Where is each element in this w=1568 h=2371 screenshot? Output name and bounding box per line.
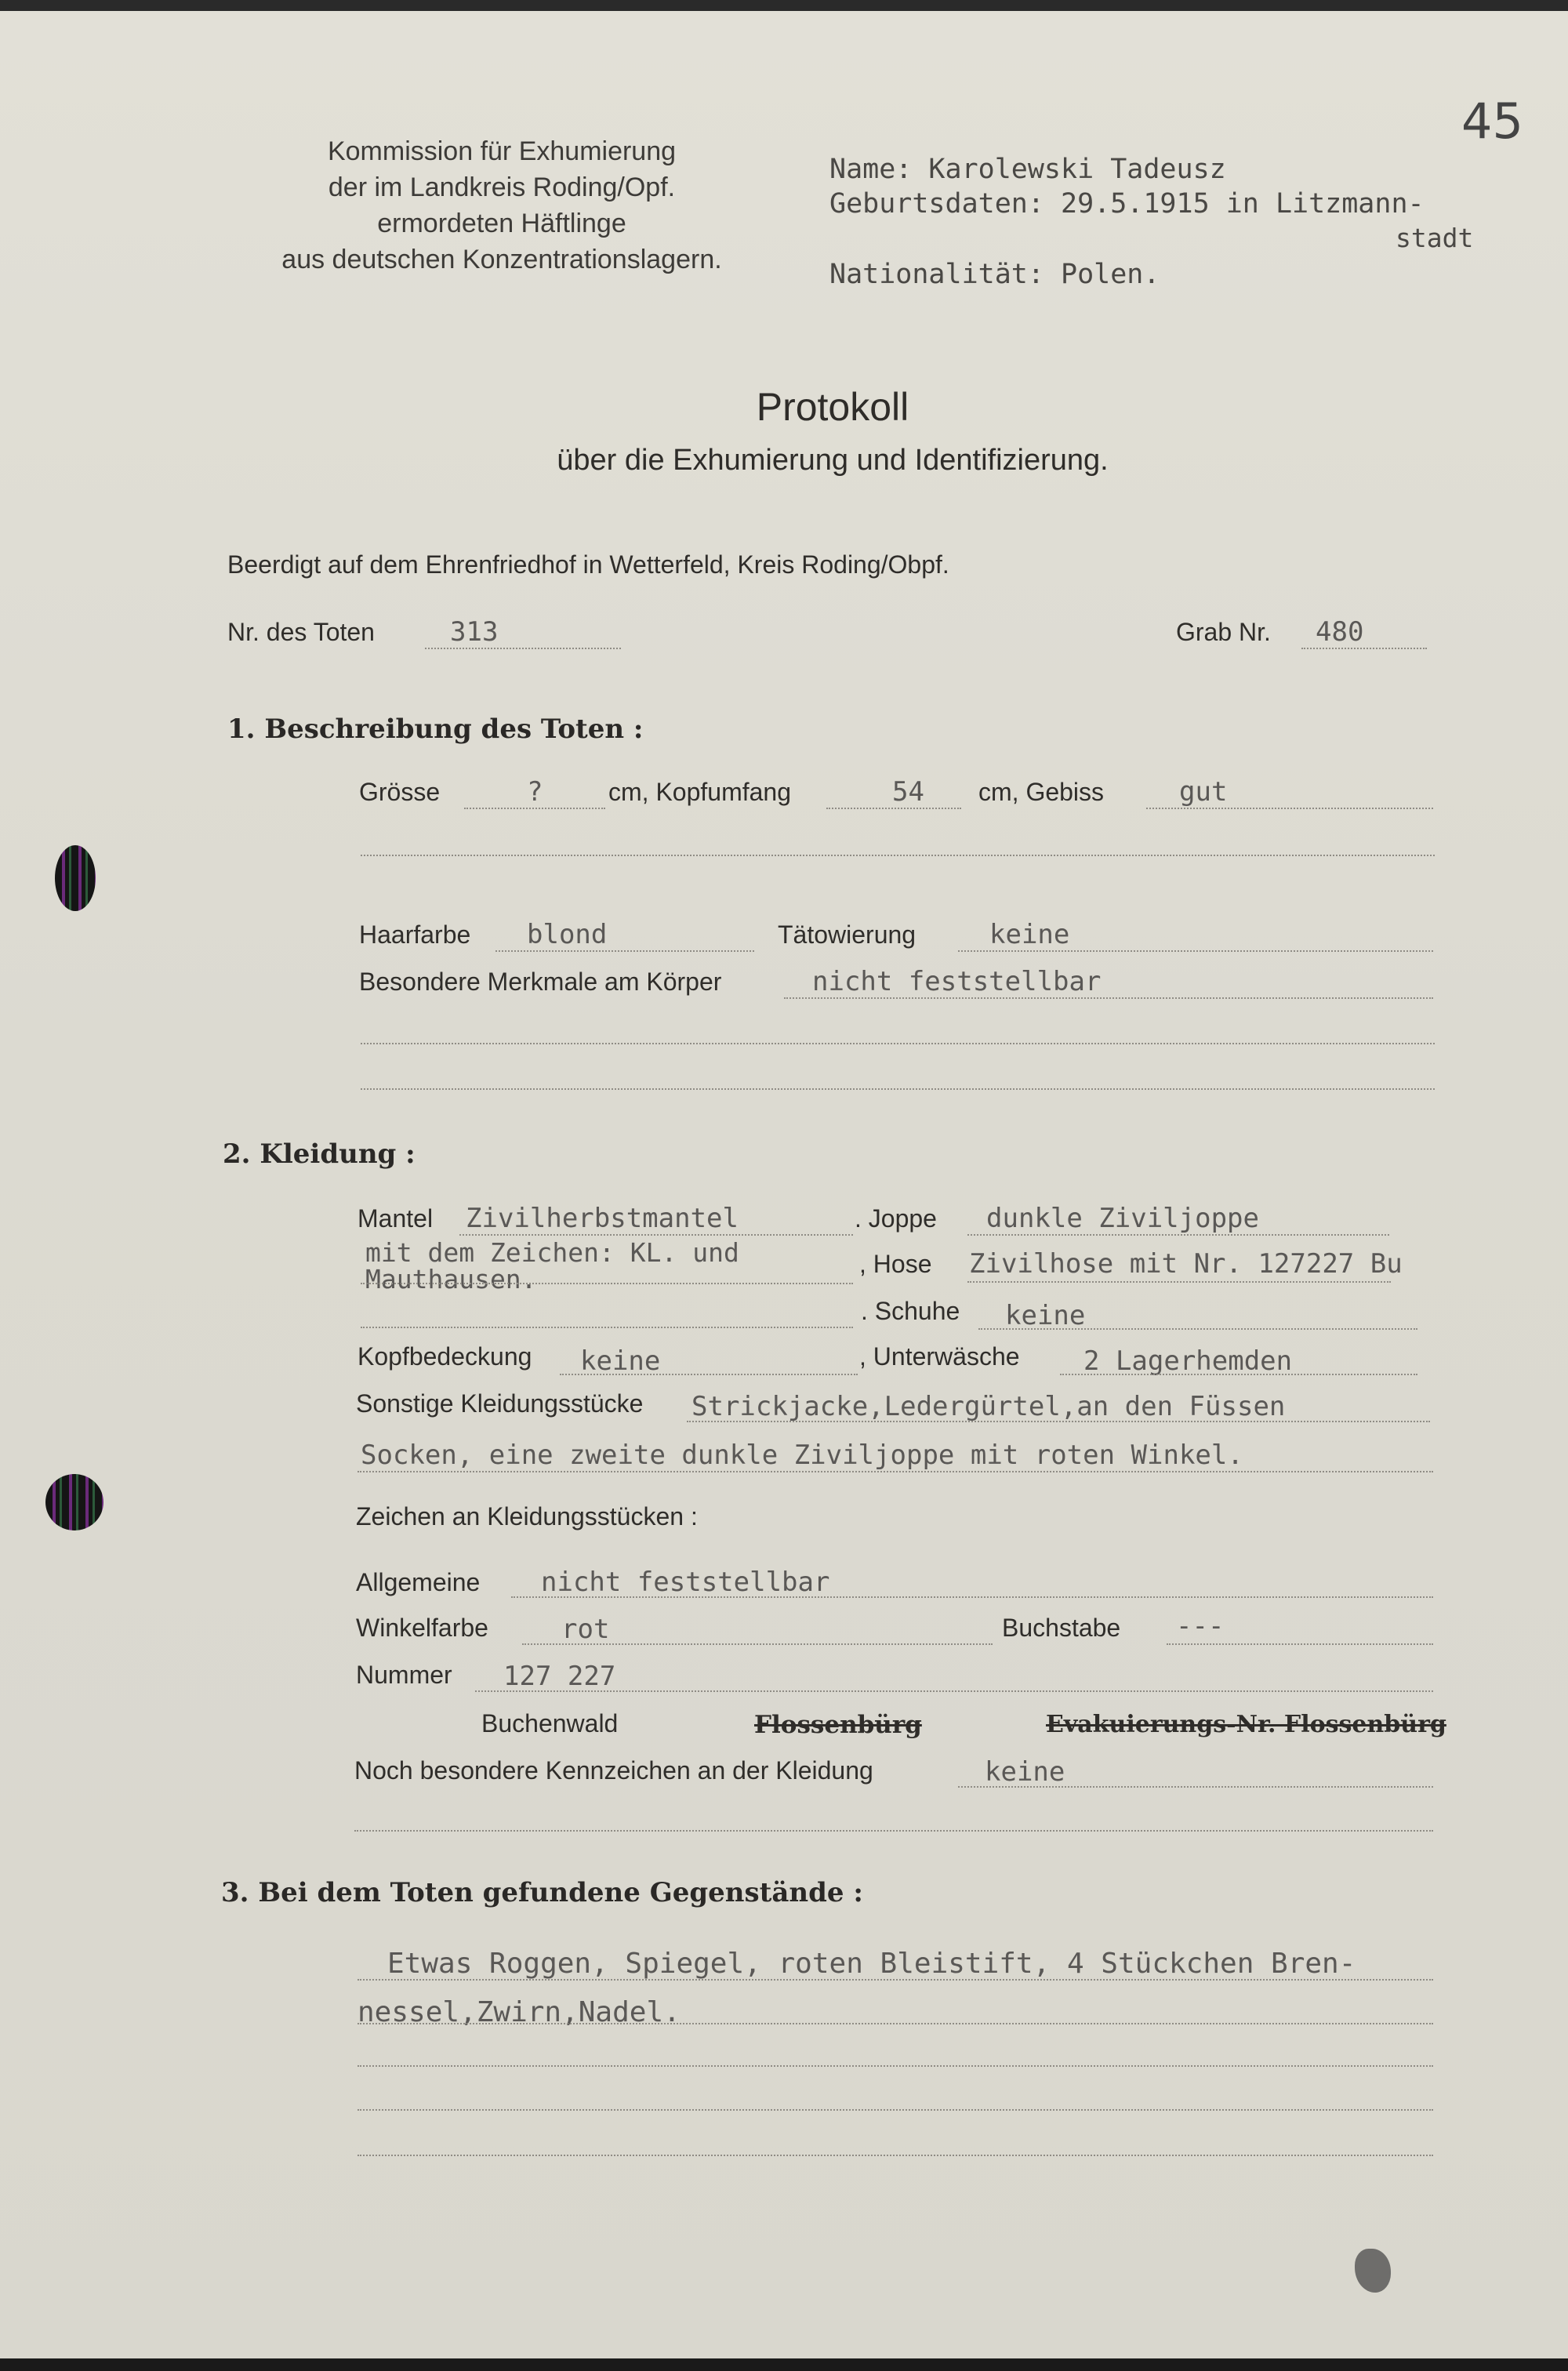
kopfbedeckung-value: keine bbox=[580, 1345, 661, 1377]
schuhe-label: . Schuhe bbox=[861, 1297, 960, 1325]
fill-line bbox=[358, 1471, 1433, 1472]
fill-line bbox=[826, 808, 961, 809]
fill-line bbox=[1146, 808, 1433, 809]
groesse-label: Grösse bbox=[359, 778, 441, 806]
fill-line bbox=[687, 1421, 1430, 1422]
fill-line bbox=[475, 1690, 1433, 1692]
camp-flossenbuerg: Flossenbürg bbox=[754, 1711, 922, 1739]
fill-line bbox=[560, 1374, 858, 1375]
dead-no-value: 313 bbox=[450, 616, 499, 648]
hose-value: Zivilhose mit Nr. 127227 Bu bbox=[969, 1248, 1403, 1280]
allgemeine-label: Allgemeine bbox=[356, 1568, 481, 1596]
fill-line bbox=[1301, 648, 1427, 649]
fill-line bbox=[958, 1786, 1433, 1788]
sonstige-value-cont: Socken, eine zweite dunkle Ziviljoppe mit roten Winkel. bbox=[361, 1440, 1243, 1471]
document-page bbox=[0, 11, 1568, 2358]
fill-line bbox=[361, 1043, 1435, 1044]
fill-line bbox=[495, 950, 754, 952]
merkmale-label: Besondere Merkmale am Körper bbox=[359, 968, 722, 996]
merkmale-value: nicht feststellbar bbox=[812, 966, 1102, 997]
nummer-value: 127 227 bbox=[503, 1661, 616, 1692]
allgemeine-value: nicht feststellbar bbox=[541, 1567, 830, 1598]
fill-line bbox=[361, 1327, 853, 1328]
sonstige-label: Sonstige Kleidungsstücke bbox=[356, 1389, 644, 1418]
commission-header bbox=[235, 133, 768, 278]
fill-line bbox=[358, 1979, 1433, 1981]
fill-line bbox=[425, 648, 621, 649]
buchstabe-value: --- bbox=[1176, 1610, 1225, 1642]
fill-line bbox=[361, 1088, 1435, 1090]
page-number: 45 bbox=[1461, 93, 1523, 150]
scan-top-edge bbox=[0, 0, 1568, 11]
nationality-line: Nationalität: Polen. bbox=[829, 259, 1160, 290]
fill-line bbox=[784, 997, 1433, 999]
mantel-value-cont: mit dem Zeichen: KL. und bbox=[365, 1237, 739, 1268]
haarfarbe-value: blond bbox=[527, 919, 608, 950]
noch-kennzeichen-label: Noch besondere Kennzeichen an der Kleidung bbox=[354, 1756, 873, 1785]
fill-line bbox=[1060, 1374, 1417, 1375]
fill-line bbox=[967, 1281, 1391, 1283]
commission-line: Kommission für Exhumierung bbox=[327, 136, 677, 166]
kopfbedeckung-label: Kopfbedeckung bbox=[358, 1342, 532, 1371]
fill-line bbox=[1167, 1643, 1433, 1645]
dead-no-label: Nr. des Toten bbox=[227, 618, 375, 646]
birth-place-cont: stadt bbox=[1396, 223, 1474, 253]
zeichen-label: Zeichen an Kleidungsstücken : bbox=[356, 1502, 698, 1530]
gebiss-value: gut bbox=[1179, 776, 1228, 808]
fill-line bbox=[358, 2109, 1433, 2111]
fill-line bbox=[511, 1596, 1433, 1598]
birth-line: Geburtsdaten: 29.5.1915 in Litzmann- bbox=[829, 188, 1425, 220]
mantel-label: Mantel bbox=[358, 1204, 434, 1233]
fill-line bbox=[361, 1283, 853, 1284]
joppe-label: . Joppe bbox=[855, 1204, 937, 1233]
commission-line: aus deutschen Konzentrationslagern. bbox=[281, 245, 722, 274]
grave-no-label: Grab Nr. bbox=[1176, 618, 1271, 646]
fill-line bbox=[967, 1234, 1389, 1236]
joppe-value: dunkle Ziviljoppe bbox=[986, 1203, 1259, 1234]
camp-buchenwald: Buchenwald bbox=[481, 1709, 619, 1737]
fill-line bbox=[361, 855, 1435, 856]
taetowierung-value: keine bbox=[989, 919, 1070, 950]
fill-line bbox=[354, 1830, 1433, 1832]
fill-line bbox=[464, 808, 605, 809]
page-title: Protokoll bbox=[756, 385, 909, 429]
punch-hole-upper bbox=[55, 845, 96, 911]
fill-line bbox=[358, 2023, 1433, 2024]
winkelfarbe-value: rot bbox=[561, 1614, 610, 1645]
winkelfarbe-label: Winkelfarbe bbox=[356, 1614, 488, 1642]
kopfumfang-label: cm, Kopfumfang bbox=[608, 778, 791, 806]
commission-line: der im Landkreis Roding/Opf. bbox=[328, 172, 676, 202]
gebiss-label: cm, Gebiss bbox=[978, 778, 1105, 806]
groesse-value: ? bbox=[527, 776, 543, 808]
kopfumfang-value: 54 bbox=[892, 776, 924, 808]
scan-bottom-edge bbox=[0, 2358, 1568, 2371]
taetowierung-label: Tätowierung bbox=[778, 920, 916, 949]
found-items-line: Etwas Roggen, Spiegel, roten Bleistift, 4 Stückchen Bren- bbox=[387, 1948, 1356, 1980]
sonstige-value: Strickjacke,Ledergürtel,an den Füssen bbox=[691, 1391, 1286, 1422]
fill-line bbox=[358, 2155, 1433, 2156]
page-subtitle: über die Exhumierung und Identifizierung. bbox=[557, 444, 1109, 477]
unterwaesche-value: 2 Lagerhemden bbox=[1083, 1345, 1293, 1377]
fill-line bbox=[522, 1643, 993, 1645]
section-1-heading: 1. Beschreibung des Toten : bbox=[227, 713, 644, 745]
name-line: Name: Karolewski Tadeusz bbox=[829, 154, 1226, 185]
schuhe-value: keine bbox=[1005, 1300, 1086, 1331]
hose-label: , Hose bbox=[859, 1250, 932, 1278]
unterwaesche-label: , Unterwäsche bbox=[859, 1342, 1020, 1371]
fill-line bbox=[459, 1234, 853, 1236]
noch-kennzeichen-value: keine bbox=[985, 1756, 1065, 1788]
fill-line bbox=[958, 950, 1433, 952]
burial-text: Beerdigt auf dem Ehrenfriedhof in Wetterfeld, Kreis Roding/Obpf. bbox=[227, 550, 949, 579]
camp-evakuierung: Evakuierungs-Nr. Flossenbürg bbox=[1046, 1711, 1446, 1738]
found-items-line: nessel,Zwirn,Nadel. bbox=[358, 1996, 681, 2028]
haarfarbe-label: Haarfarbe bbox=[359, 920, 471, 949]
commission-line: ermordeten Häftlinge bbox=[377, 209, 626, 238]
fill-line bbox=[358, 2065, 1433, 2067]
fill-line bbox=[978, 1328, 1417, 1330]
section-2-heading: 2. Kleidung : bbox=[223, 1138, 416, 1170]
grave-no-value: 480 bbox=[1316, 616, 1364, 648]
section-3-heading: 3. Bei dem Toten gefundene Gegenstände : bbox=[221, 1877, 863, 1908]
nummer-label: Nummer bbox=[356, 1661, 452, 1689]
buchstabe-label: Buchstabe bbox=[1002, 1614, 1121, 1642]
mantel-value-cont: Mauthausen. bbox=[365, 1264, 537, 1294]
punch-hole-lower bbox=[45, 1474, 103, 1530]
mantel-value: Zivilherbstmantel bbox=[466, 1203, 739, 1234]
